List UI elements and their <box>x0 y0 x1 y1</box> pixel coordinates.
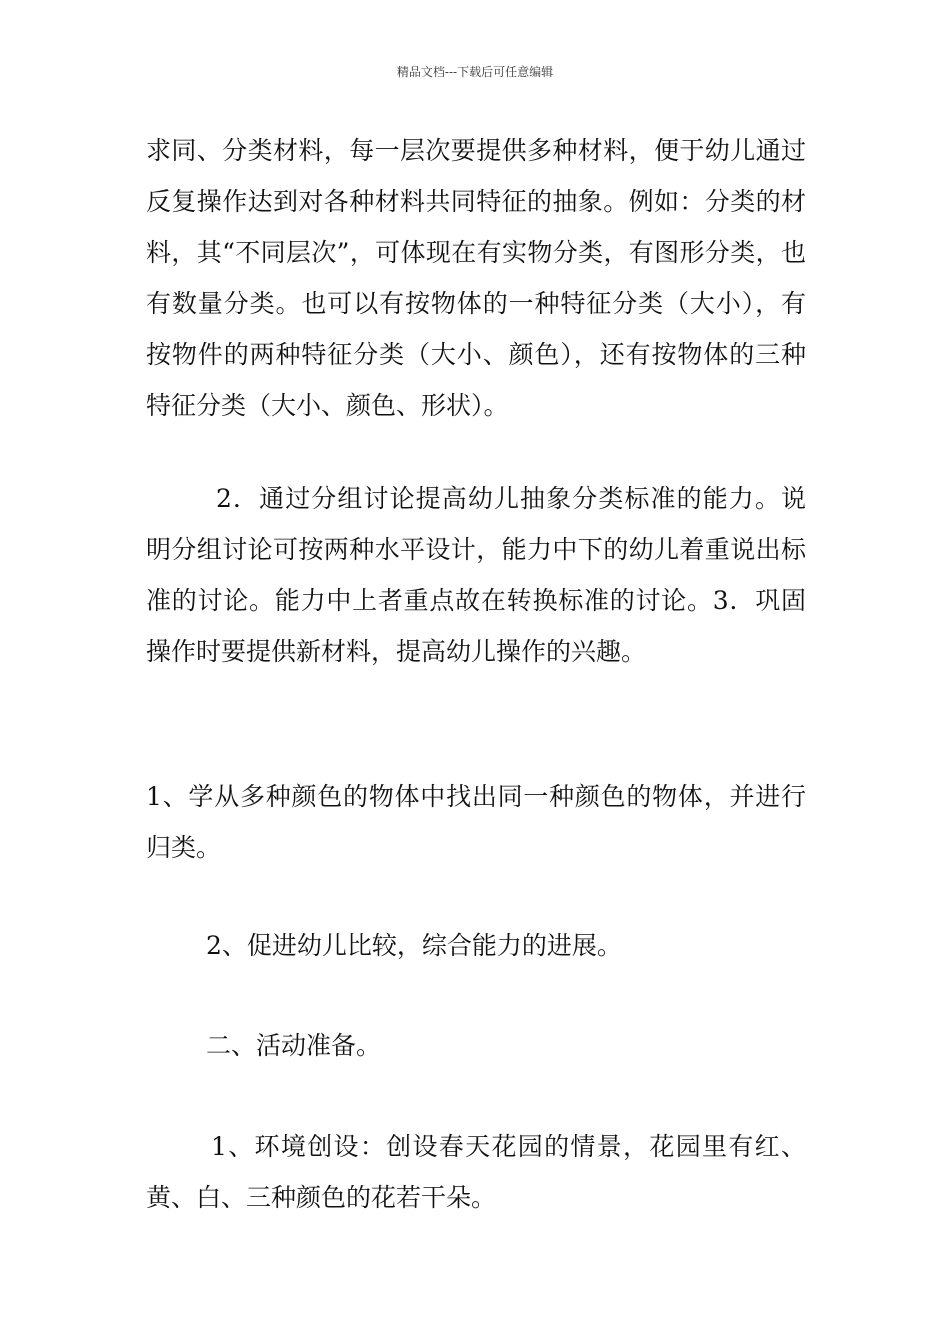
paragraph-environment-setup: 1、环境创设：创设春天花园的情景，花园里有红、黄、白、三种颜色的花若干朵。 <box>146 1132 806 1212</box>
paragraph-goal-2: 2、促进幼儿比较，综合能力的进展。 <box>206 931 622 960</box>
paragraph-classification-materials: 求同、分类材料，每一层次要提供多种材料，便于幼儿通过反复操作达到对各种材料共同特征的抽象。例如：分类的材料，其“不同层次”，可体现在有实物分类，有图形分类，也有数量分类。也可以有按物体的一种特征分类（大小），有按物件的两种特征分类（大小、颜色），还有按物体的三种特征分类（大小、颜色、形状）。 <box>146 136 806 420</box>
section-heading-activity-preparation: 二、活动准备。 <box>206 1031 382 1060</box>
page-header: 精品文档---下载后可任意编辑 <box>396 65 554 79</box>
paragraph-group-discussion: 2．通过分组讨论提高幼儿抽象分类标准的能力。说明分组讨论可按两种水平设计，能力中下的幼儿着重说出标准的讨论。能力中上者重点故在转换标准的讨论。3．巩固操作时要提供新材料，提高幼儿操作的兴趣。 <box>146 484 806 666</box>
paragraph-goal-1: 1、学从多种颜色的物体中找出同一种颜色的物体，并进行归类。 <box>146 782 806 862</box>
